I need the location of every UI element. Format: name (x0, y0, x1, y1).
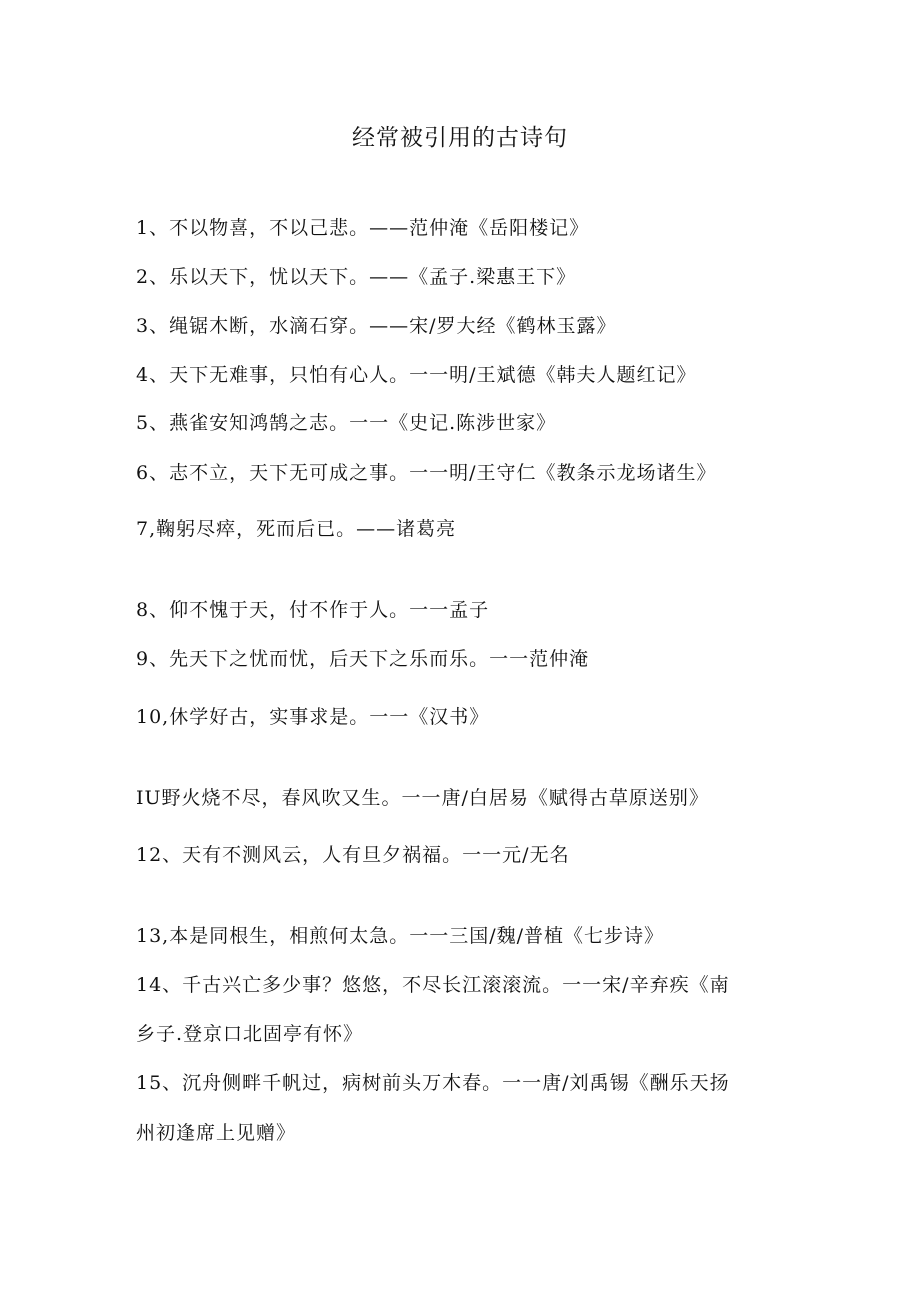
document-title: 经常被引用的古诗句 (352, 125, 568, 151)
poem-line-4: 4、天下无难事，只怕有心人。一一明/王斌德《韩夫人题红记》 (136, 364, 697, 386)
poem-line-6: 6、志不立，天下无可成之事。一一明/王守仁《教条示龙场诸生》 (136, 462, 717, 484)
poem-line-8: 8、仰不愧于天，付不作于人。一一孟子 (136, 599, 490, 621)
poem-line-11: IU野火烧不尽，春风吹又生。一一唐/白居易《赋得古草原送别》 (136, 787, 709, 809)
poem-line-5: 5、燕雀安知鸿鹄之志。一一《史记.陈涉世家》 (136, 412, 557, 434)
poem-line-2: 2、乐以天下，忧以天下。——《孟子.梁惠王下》 (136, 266, 577, 288)
poem-line-15: 15、沉舟侧畔千帆过，病树前头万木春。一一唐/刘禹锡《酬乐天扬 (136, 1072, 730, 1094)
poem-line-3: 3、绳锯木断，水滴石穿。——宋/罗大经《鹤林玉露》 (136, 315, 617, 337)
poem-line-12: 12、天有不测风云，人有旦夕祸福。一一元/无名 (136, 844, 570, 866)
poem-line-1: 1、不以物喜，不以己悲。——范仲淹《岳阳楼记》 (136, 217, 590, 239)
poem-line-14-cont: 乡子.登京口北固亭有怀》 (136, 1023, 364, 1045)
poem-line-10: 10,休学好古，实事求是。一一《汉书》 (136, 706, 490, 728)
poem-line-14: 14、千古兴亡多少事？悠悠，不尽长江滚滚流。一一宋/辛弃疾《南 (136, 974, 730, 996)
poem-line-9: 9、先天下之忧而忧，后天下之乐而乐。一一范仲淹 (136, 648, 590, 670)
poem-line-15-cont: 州初逢席上见赠》 (136, 1122, 297, 1144)
poem-line-13: 13,本是同根生，相煎何太急。一一三国/魏/普植《七步诗》 (136, 925, 665, 947)
poem-line-7: 7,鞠躬尽瘁，死而后已。——诸葛亮 (136, 518, 457, 540)
